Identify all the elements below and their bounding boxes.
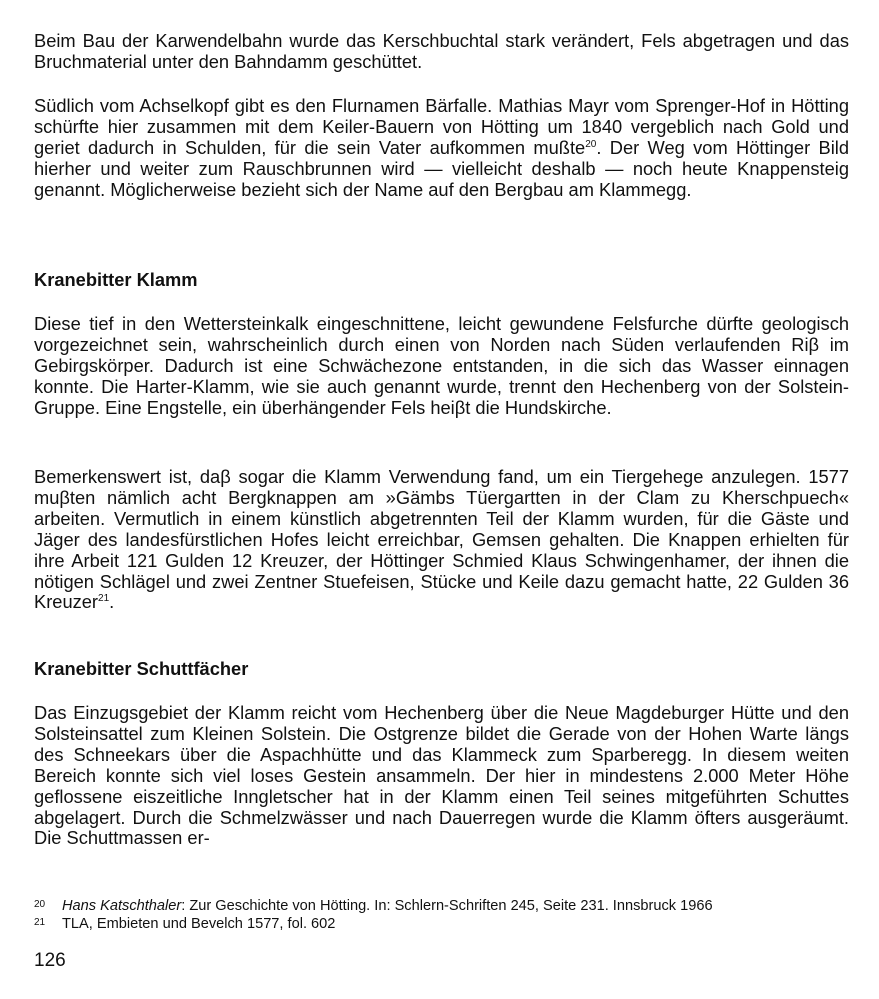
paragraph-baerfalle [34,96,849,201]
footnote-ref-21: 21 [98,593,110,605]
paragraph-einzugsgebiet: Das Einzugsgebiet der Klamm reicht vom Hechenberg über die Neue Magdeburger Hütte und den Solsteinsattel zum Kleinen Solstein. Die Ostgrenze bildet die Gerade von der Hohen Warte längs des Schneekars über die Aspachhütte und das Klammeck zum Sparberegg. In diesem weiten Bereich konnte sich viel loses Gestein ansammeln. Der hier in mindestens 2.000 Meter Höhe geflossene eiszeitliche Inngletscher hat in der Klamm einen Teil seines mitgeführten Schuttes abgelagert. Durch die Schmelzwässer und nach Dauerregen wurde die Klamm öfters ausgeräumt. Die Schuttmassen er- [34,702,849,849]
footnote-20 [34,896,849,915]
paragraph-tiergehege-text-b: . [109,591,115,613]
footnote-21 [34,914,849,933]
paragraph-karwendelbahn: Beim Bau der Karwendelbahn wurde das Kerschbuchtal stark verändert, Fels abgetragen und das Bruchmaterial unter den Bahndamm geschüttet. [34,30,849,72]
footnote-text: : Zur Geschichte von Hötting. In: Schlern-Schriften 245, Seite 231. Innsbruck 1966 [181,898,713,914]
section-heading-kranebitter-schuttfaecher: Kranebitter Schuttfächer [34,658,249,679]
footnote-text: TLA, Embieten und Bevelch 1577, fol. 602 [62,916,336,932]
paragraph-tiergehege [34,467,849,613]
paragraph-felsfurche: Diese tief in den Wettersteinkalk eingeschnittene, leicht gewundene Felsfurche dürfte geologisch vorgezeichnet sein, wahrscheinlich durch einen von Norden nach Süden verlaufenden Riβ im Gebirgskörper. Dadurch ist eine Schwächezone entstanden, in die sich das Wasser einnagen konnte. Die Harter-Klamm, wie sie auch genannt wurde, trennt den Hechenberg von der Solstein-Gruppe. Eine Engstelle, ein überhängender Fels heiβt die Hundskirche. [34,313,849,418]
paragraph-baerfalle-text-b: . Der Weg vom Höttinger Bild hierher und weiter zum Rauschbrunnen wird — vielleicht deshalb — noch heute Knappensteig genannt. Möglicherweise bezieht sich der Name auf den Bergbau am Klammegg. [34,136,849,200]
footnote-number: 20 [34,899,46,910]
paragraph-baerfalle-text-a: Südlich vom Achselkopf gibt es den Flurnamen Bärfalle. Mathias Mayr vom Sprenger-Hof in Hötting schürfte hier zusammen mit dem Keiler-Bauern von Hötting um 1840 vergeblich nach Gold und geriet dadurch in Schulden, für die sein Vater aufkommen mußte [34,95,849,158]
footnote-number: 21 [34,917,46,928]
page-number: 126 [34,950,66,971]
paragraph-tiergehege-text-a: Bemerkenswert ist, daβ sogar die Klamm Verwendung fand, um ein Tiergehege anzulegen. 1577 muβten nämlich acht Bergknappen am »Gämbs Tüergartten in der Clam zu Kherschpuech« arbeiten. Vermutlich in einem künstlich abgetrennten Teil der Klamm wurden, für die Gäste und Jäger des landesfürstlichen Hofes leicht erreichbar, Gemsen gehalten. Die Knappen erhielten für ihre Arbeit 121 Gulden 12 Kreuzer, der Höttinger Schmied Klaus Schwingenhamer, der ihnen die nötigen Schlägel und zwei Zentner Stuefeisen, Stücke und Keile dazu gemacht hatte, 22 Gulden 36 Kreuzer [34,466,849,613]
footnote-ref-20: 20 [585,138,597,150]
section-heading-kranebitter-klamm: Kranebitter Klamm [34,269,198,290]
footnote-author: Hans Katschthaler [62,898,182,914]
